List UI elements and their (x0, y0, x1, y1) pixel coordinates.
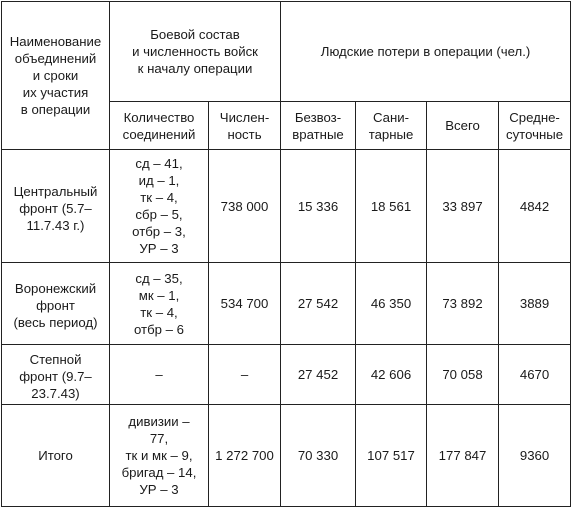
row-strength-cell: 738 000 (209, 150, 281, 263)
row-units-line: – (155, 367, 163, 382)
row-sanitary-cell: 18 561 (356, 150, 427, 263)
row-daily-cell: 4670 (499, 345, 571, 405)
row-units-line: тк – 4, (140, 190, 178, 205)
row-units-line: ид – 1, (138, 173, 180, 188)
row-name-line: (весь период) (13, 315, 98, 330)
subheader-daily (499, 102, 571, 150)
row-units-line: бригад – 14, (121, 465, 197, 480)
header-name-line: в операции (20, 102, 91, 117)
subheader-sanitary-line: тарные (368, 126, 414, 142)
row-units-cell (110, 263, 209, 345)
row-units-cell (110, 150, 209, 263)
subheader-irrecoverable-line: вратные (292, 126, 344, 142)
header-name-line: объединений (14, 51, 97, 66)
row-units-line: УР – 3 (139, 241, 179, 256)
row-sanitary-cell: 42 606 (356, 345, 427, 405)
row-sanitary-cell: 46 350 (356, 263, 427, 345)
row-units-line: мк – 1, (138, 287, 180, 303)
row-units-line: сд – 35, (135, 270, 183, 286)
row-name-cell (2, 263, 110, 345)
header-combat-cell (110, 2, 281, 102)
row-name-line: 23.7.43) (31, 386, 80, 401)
header-losses-label: Людские потери в операции (чел.) (320, 44, 531, 59)
subheader-sanitary-line: Сани- (372, 109, 410, 125)
row-units-line: сбр – 5, (135, 207, 183, 222)
header-row-1 (2, 2, 571, 102)
table-row (2, 150, 571, 263)
row-irrecoverable-cell: 15 336 (281, 150, 356, 263)
header-name-line: их участия (22, 85, 89, 100)
row-name-line: Центральный (13, 183, 98, 199)
row-name-line: фронт (36, 298, 75, 313)
subheader-strength-line: ность (227, 126, 262, 142)
row-name-line: фронт (5.7– (19, 200, 92, 216)
header-combat-line: Боевой состав (150, 27, 240, 42)
subheader-irrecoverable-line: Безвоз- (294, 109, 342, 125)
row-name-cell (2, 150, 110, 263)
row-name-cell (2, 405, 110, 507)
row-units-line: УР – 3 (139, 482, 179, 497)
header-combat-line: к началу операции (137, 61, 253, 76)
header-combat-line: и численность войск (132, 44, 258, 59)
row-daily-cell: 4842 (499, 150, 571, 263)
row-name-cell (2, 345, 110, 405)
row-units-line: отбр – 6 (134, 321, 184, 337)
row-irrecoverable-cell: 27 452 (281, 345, 356, 405)
header-losses-cell (281, 2, 571, 102)
row-total-cell: 177 847 (427, 405, 499, 507)
header-name-line: и сроки (32, 68, 79, 83)
row-irrecoverable-cell: 70 330 (281, 405, 356, 507)
row-units-line: сд – 41, (135, 156, 183, 171)
row-name-line: Итого (38, 448, 73, 463)
row-irrecoverable-cell: 27 542 (281, 263, 356, 345)
row-strength-cell: 1 272 700 (209, 405, 281, 507)
row-daily-cell: 3889 (499, 263, 571, 345)
row-units-line: тк и мк – 9, (125, 448, 193, 463)
losses-table (1, 1, 571, 507)
row-strength-cell: 534 700 (209, 263, 281, 345)
row-units-line: 77, (149, 431, 169, 446)
header-name-line: Наименование (9, 34, 102, 49)
subheader-daily-line: Средне- (509, 109, 560, 125)
subheader-daily-line: суточные (505, 126, 564, 142)
row-units-line: отбр – 3, (132, 224, 186, 239)
subheader-strength (209, 102, 281, 150)
subheader-units (110, 102, 209, 150)
subheader-units-line: соединений (122, 126, 196, 142)
row-strength-cell: – (209, 345, 281, 405)
row-name-line: Воронежский (14, 281, 97, 296)
subheader-total (427, 102, 499, 150)
row-name-line: 11.7.43 г.) (26, 217, 85, 233)
table-row (2, 345, 571, 405)
row-name-line: фронт (9.7– (19, 369, 92, 384)
header-name-cell (2, 2, 110, 150)
row-units-line: тк – 4, (140, 304, 178, 320)
row-sanitary-cell: 107 517 (356, 405, 427, 507)
table-row (2, 263, 571, 345)
row-daily-cell: 9360 (499, 405, 571, 507)
subheader-total-label: Всего (445, 118, 480, 133)
subheader-strength-line: Числен- (219, 109, 270, 125)
subheader-sanitary (356, 102, 427, 150)
row-total-cell: 73 892 (427, 263, 499, 345)
subheader-irrecoverable (281, 102, 356, 150)
table-row (2, 405, 571, 507)
row-units-cell (110, 345, 209, 405)
row-units-cell (110, 405, 209, 507)
subheader-units-line: Количество (123, 109, 195, 125)
row-units-line: дивизии – (128, 414, 190, 429)
row-total-cell: 70 058 (427, 345, 499, 405)
row-total-cell: 33 897 (427, 150, 499, 263)
row-name-line: Степной (29, 352, 82, 367)
